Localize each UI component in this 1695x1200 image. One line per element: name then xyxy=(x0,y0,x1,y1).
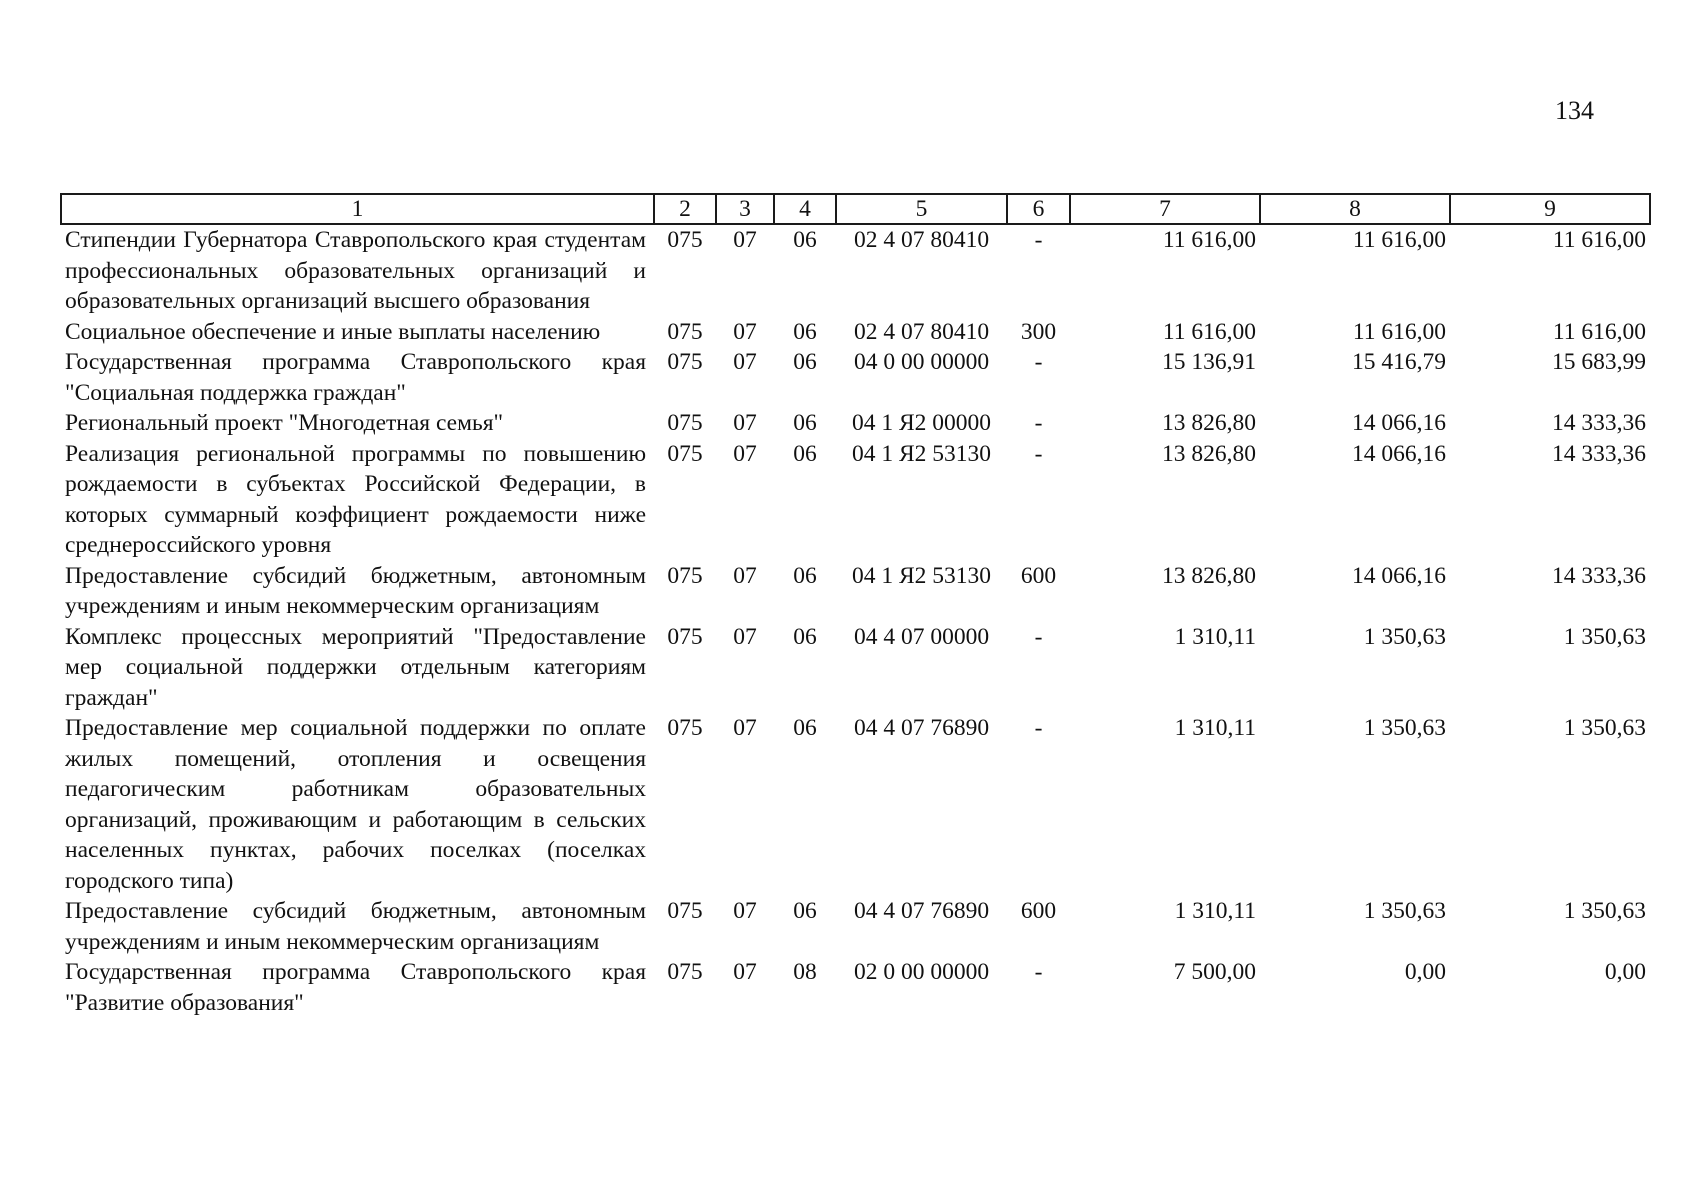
row-rz: 07 xyxy=(733,959,757,985)
row-pr: 06 xyxy=(793,623,817,650)
row-vr: - xyxy=(1034,715,1043,741)
row-pr: 06 xyxy=(793,349,817,375)
row-amount-3: 15 683,99 xyxy=(1552,349,1646,375)
row-name: Предоставление субсидий бюджетным, автономным учреждениям и иным некоммерческим организациям xyxy=(65,898,646,955)
row-amount-1: 13 826,80 xyxy=(1162,440,1256,467)
row-ved: 075 xyxy=(667,349,703,375)
row-amount-1: 11 616,00 xyxy=(1162,227,1256,253)
table-row xyxy=(61,713,1650,896)
row-name: Предоставление мер социальной поддержки по оплате жилых помещений, отопления и освещения педагогическим работникам образовательных организаций, проживающим и работающим в сельских населенных пунктах, рабочих поселках (поселках городского типа) xyxy=(65,715,646,894)
row-vr: 600 xyxy=(1020,898,1057,924)
row-amount-1: 1 310,11 xyxy=(1174,715,1256,741)
budget-table xyxy=(60,193,1651,1018)
row-ved: 075 xyxy=(667,410,703,436)
row-name: Предоставление субсидий бюджетным, автономным учреждениям и иным некоммерческим организациям xyxy=(65,562,646,619)
table-row xyxy=(61,408,1650,439)
row-csr: 04 1 Я2 53130 xyxy=(851,562,992,589)
row-vr: - xyxy=(1034,349,1043,375)
row-rz: 07 xyxy=(733,623,757,650)
table-body xyxy=(61,224,1650,1018)
row-amount-1: 1 310,11 xyxy=(1174,898,1256,924)
column-header-9: 9 xyxy=(1450,194,1650,224)
row-amount-3: 1 350,63 xyxy=(1563,715,1646,741)
row-amount-2: 1 350,63 xyxy=(1363,623,1446,650)
page-number: 134 xyxy=(1555,96,1594,125)
table-row xyxy=(61,561,1650,622)
row-vr: - xyxy=(1034,440,1043,467)
row-ved: 075 xyxy=(667,715,703,741)
row-pr: 06 xyxy=(793,227,817,253)
column-header-6: 6 xyxy=(1007,194,1070,224)
column-header-4: 4 xyxy=(774,194,836,224)
row-amount-1: 13 826,80 xyxy=(1162,410,1256,436)
table-row xyxy=(61,957,1650,1018)
row-csr: 04 4 07 76890 xyxy=(853,898,990,924)
row-rz: 07 xyxy=(733,898,757,924)
row-amount-3: 0,00 xyxy=(1604,959,1646,985)
row-csr: 02 4 07 80410 xyxy=(853,227,990,253)
row-rz: 07 xyxy=(733,349,757,375)
row-amount-1: 13 826,80 xyxy=(1162,562,1256,589)
row-pr: 08 xyxy=(793,959,817,985)
row-ved: 075 xyxy=(667,227,703,253)
row-rz: 07 xyxy=(733,410,757,436)
row-amount-3: 11 616,00 xyxy=(1552,318,1646,345)
row-vr: - xyxy=(1034,410,1043,436)
table-row xyxy=(61,622,1650,714)
row-name: Стипендии Губернатора Ставропольского края студентам профессиональных образовательных организаций и образовательных организаций высшего образования xyxy=(65,227,646,314)
row-ved: 075 xyxy=(667,623,703,650)
row-pr: 06 xyxy=(793,440,817,467)
row-name: Региональный проект "Многодетная семья" xyxy=(65,410,504,436)
row-name: Государственная программа Ставропольского края "Развитие образования" xyxy=(65,959,646,1016)
row-vr: - xyxy=(1034,623,1043,650)
row-name: Социальное обеспечение и иные выплаты населению xyxy=(65,318,601,345)
column-header-5: 5 xyxy=(836,194,1007,224)
row-vr: - xyxy=(1034,227,1043,253)
row-amount-2: 14 066,16 xyxy=(1352,410,1446,436)
column-header-3: 3 xyxy=(716,194,774,224)
column-header-8: 8 xyxy=(1260,194,1450,224)
row-amount-3: 14 333,36 xyxy=(1552,440,1646,467)
row-rz: 07 xyxy=(733,440,757,467)
table-header xyxy=(61,194,1650,224)
table-row xyxy=(61,896,1650,957)
table-row xyxy=(61,317,1650,348)
row-amount-2: 1 350,63 xyxy=(1363,715,1446,741)
row-csr: 04 1 Я2 53130 xyxy=(851,440,992,467)
row-pr: 06 xyxy=(793,410,817,436)
row-pr: 06 xyxy=(793,562,817,589)
row-vr: - xyxy=(1034,959,1043,985)
row-name: Реализация региональной программы по повышению рождаемости в субъектах Российской Федерации, в которых суммарный коэффициент рождаемости ниже среднероссийского уровня xyxy=(65,440,646,558)
row-amount-2: 11 616,00 xyxy=(1352,227,1446,253)
row-name: Государственная программа Ставропольского края "Социальная поддержка граждан" xyxy=(65,349,646,406)
row-vr: 300 xyxy=(1020,318,1057,345)
row-csr: 04 1 Я2 00000 xyxy=(851,410,992,436)
row-rz: 07 xyxy=(733,227,757,253)
table-row xyxy=(61,347,1650,408)
row-rz: 07 xyxy=(733,318,757,345)
row-amount-1: 7 500,00 xyxy=(1173,959,1256,985)
row-pr: 06 xyxy=(793,898,817,924)
column-header-2: 2 xyxy=(654,194,716,224)
row-amount-3: 14 333,36 xyxy=(1552,410,1646,436)
row-rz: 07 xyxy=(733,562,757,589)
row-amount-2: 11 616,00 xyxy=(1352,318,1446,345)
row-pr: 06 xyxy=(793,715,817,741)
row-csr: 02 4 07 80410 xyxy=(853,318,990,345)
row-amount-1: 15 136,91 xyxy=(1162,349,1256,375)
row-ved: 075 xyxy=(667,959,703,985)
row-ved: 075 xyxy=(667,440,703,467)
row-amount-1: 11 616,00 xyxy=(1162,318,1256,345)
row-amount-3: 1 350,63 xyxy=(1563,623,1646,650)
row-amount-3: 14 333,36 xyxy=(1552,562,1646,589)
row-csr: 04 0 00 00000 xyxy=(853,349,990,375)
table-row xyxy=(61,439,1650,561)
table-row xyxy=(61,224,1650,317)
row-amount-3: 1 350,63 xyxy=(1563,898,1646,924)
row-amount-2: 0,00 xyxy=(1404,959,1446,985)
row-amount-1: 1 310,11 xyxy=(1174,623,1256,650)
row-csr: 02 0 00 00000 xyxy=(853,959,990,985)
row-vr: 600 xyxy=(1020,562,1057,589)
column-header-7: 7 xyxy=(1070,194,1260,224)
row-ved: 075 xyxy=(667,562,703,589)
row-name: Комплекс процессных мероприятий "Предоставление мер социальной поддержки отдельным категориям граждан" xyxy=(65,623,646,711)
column-header-1: 1 xyxy=(61,194,654,224)
row-amount-2: 1 350,63 xyxy=(1363,898,1446,924)
row-amount-3: 11 616,00 xyxy=(1552,227,1646,253)
row-amount-2: 15 416,79 xyxy=(1352,349,1446,375)
row-amount-2: 14 066,16 xyxy=(1352,562,1446,589)
row-csr: 04 4 07 00000 xyxy=(853,623,990,650)
row-ved: 075 xyxy=(667,898,703,924)
row-pr: 06 xyxy=(793,318,817,345)
header-row xyxy=(61,194,1650,224)
row-rz: 07 xyxy=(733,715,757,741)
row-csr: 04 4 07 76890 xyxy=(853,715,990,741)
row-amount-2: 14 066,16 xyxy=(1352,440,1446,467)
row-ved: 075 xyxy=(667,318,703,345)
